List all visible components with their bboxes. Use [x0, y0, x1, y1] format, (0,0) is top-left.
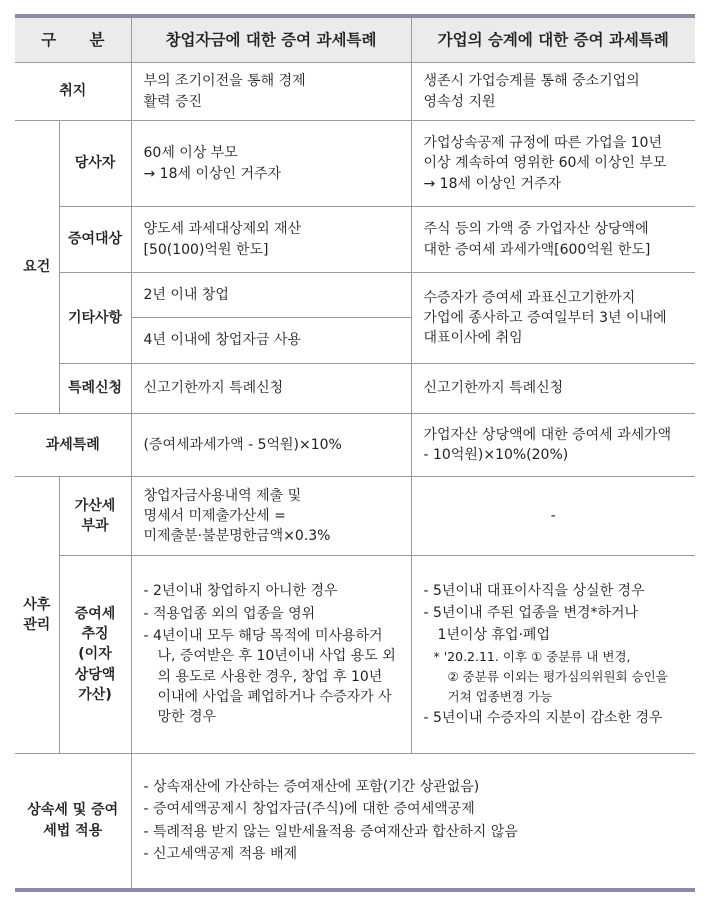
other-startup-a: 2년 이내 창업: [131, 273, 411, 318]
list-item: - 4년이내 모두 해당 목적에 미사용하거나, 증여받은 후 10년이내 사업 용도 외의 용도로 사용한 경우, 창업 후 10년 이내에 사업을 폐업하거나 수증자가 사망한 경우: [143, 628, 396, 726]
header-business-succession: 가업의 승계에 대한 증여 과세특례: [411, 16, 695, 63]
header-startup-fund: 창업자금에 대한 증여 과세특례: [131, 16, 411, 63]
application-label: 특례신청: [59, 364, 131, 414]
requirements-label: 요건: [15, 121, 59, 414]
tax-special-startup: (증여세과세가액 - 5억원)×10%: [131, 414, 411, 477]
list-item: - 증여세액공제시 창업자금(주식)에 대한 증여세액공제: [143, 801, 475, 818]
header-category: 구 분: [15, 16, 131, 63]
text-line: 이상 계속하여 영위한 60세 이상인 부모: [423, 155, 667, 172]
text-line: 상당액: [74, 666, 116, 683]
recapture-label: [59, 556, 131, 754]
header-row: [15, 16, 695, 63]
purpose-startup: [131, 63, 411, 121]
application-startup: 신고기한까지 특례신청: [131, 364, 411, 414]
text-line: 추징: [81, 626, 109, 643]
tax-comparison-table: [15, 14, 695, 892]
row-recapture: [15, 556, 695, 754]
text-line: 가산): [78, 686, 112, 703]
text-line: 가업상속공제 규정에 따른 가업을 10년: [423, 135, 662, 152]
gift-target-label: 증여대상: [59, 207, 131, 273]
text-line: 부의 조기이전을 통해 경제: [143, 73, 306, 90]
application-succession: 신고기한까지 특례신청: [411, 364, 695, 414]
penalty-label: [59, 477, 131, 556]
text-line: 수증자가 증여세 과표신고기한까지: [423, 289, 636, 306]
other-label: 기타사항: [59, 273, 131, 364]
text-line: 영속성 지원: [423, 93, 496, 110]
law-application-label: [15, 754, 131, 890]
row-party: [15, 121, 695, 207]
text-line: 상속세 및 증여: [27, 802, 119, 819]
other-succession: [411, 273, 695, 364]
party-succession: [411, 121, 695, 207]
gift-target-succession: [411, 207, 695, 273]
party-startup: [131, 121, 411, 207]
text-line: 대표이사에 취임: [423, 330, 523, 347]
recapture-startup: [131, 556, 411, 754]
text-line: [50(100)억원 한도]: [143, 241, 269, 258]
text-line: 명세서 미제출가산세 =: [143, 507, 286, 524]
list-item: - 적용업종 외의 업종을 영위: [143, 605, 316, 622]
purpose-succession: [411, 63, 695, 121]
list-item: - 5년이내 수증자의 지분이 감소한 경우: [423, 709, 663, 726]
row-other-a: [15, 273, 695, 318]
row-penalty: [15, 477, 695, 556]
list-item: 1년이상 휴업·폐업: [437, 627, 550, 644]
row-law-application: [15, 754, 695, 890]
post-management-label: [15, 477, 59, 754]
text-line: 미제출분·불분명한금액×0.3%: [143, 528, 331, 545]
footnote-line: * '20.2.11. 이후 ① 중분류 내 변경,: [433, 648, 631, 664]
row-gift-target: [15, 207, 695, 273]
text-line: 양도세 과세대상제외 재산: [143, 221, 302, 238]
text-line: 60세 이상 부모: [143, 145, 238, 162]
list-item: - 2년이내 창업하지 아니한 경우: [143, 583, 338, 600]
footnote-line: 거쳐 업종변경 가능: [447, 688, 553, 704]
recapture-succession: [411, 556, 695, 754]
gift-target-startup: [131, 207, 411, 273]
list-item: - 특례적용 받지 않는 일반세율적용 증여재산과 합산하지 않음: [143, 823, 518, 840]
text-line: 가산세: [74, 497, 116, 514]
penalty-succession: -: [411, 477, 695, 556]
list-item: - 상속재산에 가산하는 증여재산에 포함(기간 상관없음): [143, 779, 480, 796]
text-line: 활력 증진: [143, 93, 203, 110]
text-line: 창업자금사용내역 제출 및: [143, 487, 302, 504]
footnote-line: ② 중분류 이외는 평가심의위원회 승인을: [447, 668, 668, 684]
list-item: - 5년이내 주된 업종을 변경*하거나: [423, 605, 639, 622]
other-startup-b: 4년 이내에 창업자금 사용: [131, 318, 411, 364]
tax-special-label: 과세특례: [15, 414, 131, 477]
penalty-startup: [131, 477, 411, 556]
text-line: 관리: [23, 617, 51, 633]
row-application: [15, 364, 695, 414]
party-label: 당사자: [59, 121, 131, 207]
law-application-content: [131, 754, 695, 890]
text-line: → 18세 이상인 거주자: [423, 175, 562, 192]
text-line: 사후: [23, 596, 51, 613]
row-tax-special: [15, 414, 695, 477]
text-line: 세법 적용: [43, 822, 103, 839]
purpose-label: 취지: [15, 63, 131, 121]
text-line: (이자: [78, 646, 112, 663]
text-line: 주식 등의 가액 중 가업자산 상당액에: [423, 221, 649, 238]
text-line: → 18세 이상인 거주자: [143, 165, 282, 182]
text-line: 증여세: [74, 605, 116, 622]
text-line: 생존시 가업승계를 통해 중소기업의: [423, 73, 640, 90]
text-line: 가업에 종사하고 증여일부터 3년 이내에: [423, 309, 667, 326]
list-item: - 5년이내 대표이사직을 상실한 경우: [423, 582, 645, 599]
list-item: - 신고세액공제 적용 배제: [143, 846, 298, 863]
tax-special-succession: [411, 414, 695, 477]
text-line: 가업자산 상당액에 대한 증여세 과세가액: [423, 426, 672, 443]
text-line: 부과: [81, 518, 109, 534]
text-line: - 10억원)×10%(20%): [423, 447, 569, 463]
row-purpose: [15, 63, 695, 121]
text-line: 대한 증여세 과세가액[600억원 한도]: [423, 241, 651, 258]
